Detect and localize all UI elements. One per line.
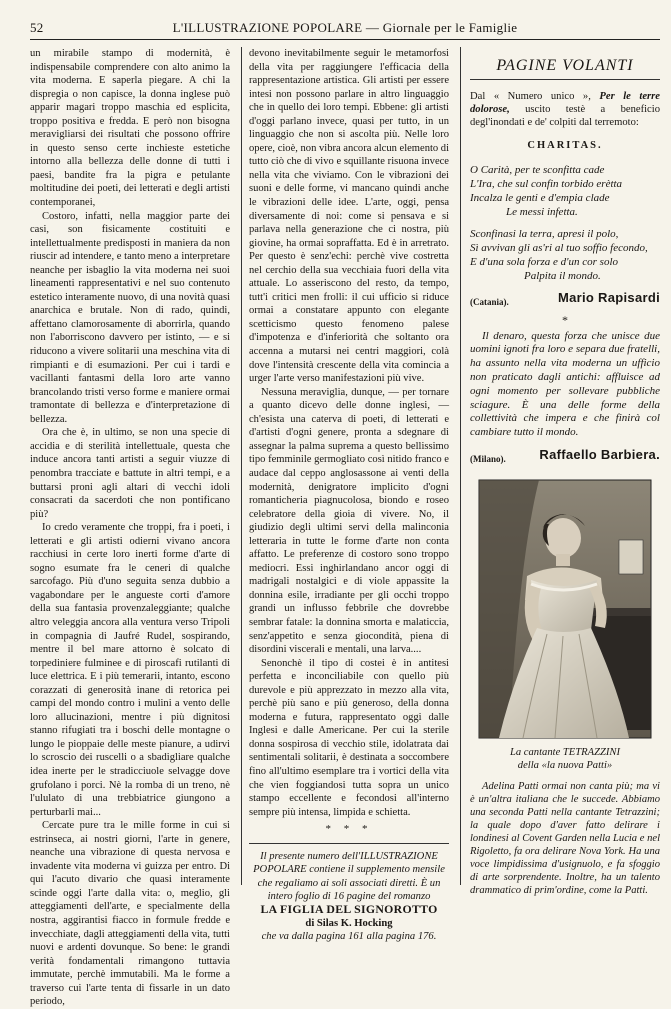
prose-block	[470, 330, 660, 440]
singer-portrait	[479, 480, 651, 738]
intro-rest: uscito testè a beneficio degl'inondati e de' colpiti dal terremoto:	[470, 103, 660, 129]
caption-line: La cantante TETRAZZINI	[509, 746, 621, 758]
signature-name: Mario Rapisardi	[557, 289, 660, 305]
page-number: 52	[30, 20, 44, 35]
header-rule	[30, 39, 660, 40]
poem-line: Sconfinasi la terra, apresi il polo,	[470, 227, 619, 240]
poem-line: L'Ira, che sul confin torbido erètta	[470, 177, 623, 190]
notice-text: Il presente numero dell'ILLUSTRAZIONE POPOLARE contiene il supplemento mensile che regaliamo ai soli associati diretti. È un intero foglio di 16 pagine del romanzo	[253, 850, 445, 902]
col1-paragraph: Ora che è, in ultimo, se non una specie di accidia e di sterilità intellettuale, questa che induce ancora tanti artisti a seguir viuzze di penombra tracciate e battute in altri tempi, e a buttarsi proni agli altari di vecchi idoli consacrati da sacerdoti che non pontificano più?	[30, 427, 230, 520]
prose-text: Il denaro, questa forza che unisce due uomini ignoti fra loro e separa due fratelli, ha assunto nella vita moderna un ufficio non praticato dagli antichi: affluisce ad ogni momento per sollevare pubbliche sciagure. È una delle forme della collettività che impera e che finirà col cambiare tutto il mondo.	[470, 329, 660, 439]
poem-line: Sì avvivan gli as'ri al tuo soffio fecondo,	[470, 241, 648, 254]
col1-paragraph: un mirabile stampo di modernità, è indispensabile comprendere con alto animo la vita moderna. E saperla piegare. A chi la dispregia o non capisce, la donna inglese può apparir magari troppo maschia ed esplicita, troppo positiva e fredda. E però non bisogna meravigliarsi dei risultati che possono offrire in questo senso certe inchieste estetiche intorno alla bellezza delle donne di tutti i paesi, bandite fra la pigra e petulante moltitudine dei poeti, dei letterati e degli artisti contemporanei,	[30, 48, 230, 209]
column-2	[249, 47, 450, 943]
portrait-caption	[470, 746, 660, 772]
novel-title: LA FIGLIA DEL SIGNOROTTO	[260, 902, 438, 917]
intro-italic: Per le terre dolorose,	[470, 90, 660, 115]
signature-city: (Catania).	[470, 296, 509, 307]
novel-author: di Silas K. Hocking	[305, 917, 393, 929]
signature-name: Raffaello Barbiera.	[539, 446, 660, 462]
signature-block	[470, 291, 660, 311]
poem-line: Palpita il mondo.	[524, 269, 601, 282]
section-title: PAGINE VOLANTI	[470, 59, 660, 80]
poem-line: Incalza le genti e d'empia clade	[470, 191, 610, 204]
separator-star: *	[562, 312, 568, 327]
final-paragraph	[470, 780, 660, 897]
page-header	[30, 14, 660, 40]
poem-title: CHARITAS.	[527, 140, 603, 152]
col2-paragraph: Senonchè il tipo di costei è in antitesi perfetta e inconciliabile con quello più durevole e più apprezzato in mezzo alla vita, perchè più sano e più generoso, della donna moderna e futura, rappresentato oggi dalle Inglesi e dalle Americane. Per cui la sterile donna sospirosa di vecchio stile, idolatrata dai sentimentali solitarii, è destinata a soccombere fino all'ultimo esemplare tra i vortici della vita che vien foggiandosi tutta sopra un unico stampo eccellente e fecondosi all'interno sempre più intensa, limpida e schietta.	[249, 657, 449, 818]
section-stars: * * *	[325, 823, 373, 836]
portrait-engraving	[479, 480, 651, 738]
col2-paragraph: devono inevitabilmente seguir le metamorfosi della vita per raggiungere l'efficacia della rappresentazione artistica. Gli artisti per essere intesi non possono parlare in altro linguaggio che in quello dei loro tempi. Ebbene: gli artisti d'oggi parlano invece, quasi per tutto, in un linguaggio che non si ascolta più. Nelle loro opere, cioè, non vibra ancora alcun elemento di tutto ciò che di vivo e squillante risuona invece nella vita che viviamo. Con le vibrazioni dei suoni e delle forme, vi mancano quindi anche le vibrazioni delle idee. L'arte, oggi, pensa diversamente di noi: come si pensava e si parlava nella generazione che ci nostra, più giovine, ha ormai sopraffatta. Ed è in arretrato. Per questo è senz'echi: perchè vive costretta nel cerchio della sua vecchiaia fuori della vita attuale. Lo asseriscono del resto, da tempo, tutt'i critici men frolli: il cui ufficio si riduce ormai a constatare appunto con elegante scetticismo questo fenomeno palese d'impotenza e d'inferiorità che soltanto ora accenna a mutarsi nei centri maggiori, colà dove l'intensità crescente della vita comincia a urger l'arte verso manifestazioni più vive.	[249, 48, 450, 385]
poem-line: Le messi infetta.	[506, 205, 578, 218]
poem-line: O Carità, per te sconfitta cade	[470, 163, 605, 176]
supplement-notice	[249, 843, 449, 944]
column-1	[30, 47, 230, 1008]
col2-paragraph: Nessuna meraviglia, dunque, — per tornare a quanto dicevo delle donne inglesi, — ch'esista una caterva di poeti, di letterati e d'artisti d'ogni genere, pronta a sdegnare di assegnar la palma suprema a questo bellissimo tipo femminile germogliato così nitido franco e audace dal ceppo anglosassone ai venti della modernità, denigratore implicito d'ogni romanticheria piagnucolosa, biondo e roseo celebratore della gioia di vivere. No, il giudizio degli ultimi servi della malinconia letteraria in tutte le forme d'arte non conta affatto. Le preferenze di costoro sono troppo mediocri. Essi inghirlandano ancor oggi di madrigali nostalgici e di viole appassite la donnina esile, irradiante per gli occhi troppo grandi un influsso febbrile che dovrebbe sembrar fatale: la donnina smorta e malaticcia, senz'appetito e senza giocondità, piena di disordini viscerali e mentali, una larva....	[249, 386, 449, 656]
col1-paragraph: Cercate pure tra le mille forme in cui si estrinseca, ai nostri giorni, l'arte in genere, neanche una vibrazione di questa nervosa e invadente vita moderna vi guizza per entro. Di qui l'acuto divario che quasi interamente scinde oggi l'arte dalla vita: o, meglio, gli atteggiamenti dell'arte, e specialmente della nostra, aggirantisi fiacco in formule fredde e invecchiate, dagli atteggiamenti della vita, tutti nuovi e ardenti dovunque. So bene: le grandi verità fondamentali rimangono tuttavia immutate, perchè immutabili. Ma le forme a traverso cui l'arte tenta di fissarle in un dato periodo,	[30, 820, 230, 1008]
caption-line: della «la nuova Patti»	[517, 759, 613, 771]
journal-title: L'ILLUSTRAZIONE POPOLARE — Giornale per le Famiglie	[172, 20, 518, 35]
col1-paragraph: Io credo veramente che troppi, fra i poeti, i letterati e gli artisti odierni vivano ancora racchiusi in certe loro inerti forme d'arte di sogno esumate fra le ceneri di qualche sarcofago. Più d'uno seguita senza dubbio a vagabondare per le angueste corti d'amore della sua fantasia provenzaleggiante; qualche altro veleggia ancora alla ventura verso Tripoli in compagnia di Jaufré Rudel, sospirando, mentre il bel mare attorno è solcato di torpediniere fulminee e di piroscafi rutilanti di luce elettrica. E i più temerarii, intanto, escono corazzati di generosità inane di retorica pei campi del mondo contro i mulini a vento delle loro allucinazioni, mentre i più dignitosi stanno rifugiati tra i boschi delle montagne o lungo le pioppaie delle meste pianure, a udirvi lo scroscio dei ruscelli o a sbadigliare qualche idea inerte per le stradicciuole selvagge dove grufolano i porci. Nè la romba di un treno, nè l'ululato di una trebbiatrice giungono a perturbarli mai...	[30, 522, 230, 818]
column-divider	[460, 47, 461, 885]
intro-text: Dal « Numero unico », Per le terre dolorose, uscito testè a beneficio degl'inondati e de' colpiti dal terremoto:	[470, 90, 660, 129]
column-divider	[241, 47, 242, 885]
signature-block	[470, 448, 660, 468]
intro-prefix: Dal « Numero unico »	[470, 90, 589, 102]
signature-city: (Milano).	[470, 453, 506, 464]
poem-line: E d'una sola forza e d'un cor solo	[470, 255, 619, 268]
final-text: Adelina Patti ormai non canta più; ma vi è un'altra italiana che le succede. Abbiamo una seconda Patti nella cantante Tetrazzini; la quale dopo d'aver fatto delirare i londinesi al Covent Garden nella Lucia e nel Rigoletto, fa ora delirare Nova York. Ha una voce limpidissima d'usignuolo, e fa sfoggio di arte sorprendente. Inoltre, ha un talento drammatico di prim'ordine, come la Patti.	[470, 780, 660, 896]
col1-paragraph: Costoro, infatti, nella maggior parte dei casi, son fisicamente costituiti e intellettualmente predisposti in maniera da non riuscir ad intendere, e tanto meno a interpretare neanche per isbaglio la vita moderna nei suoi lineamenti rappresentativi e nel suo contenuto estetico interamente nuovo, di una novità quasi anarchica e brutale. Non di rado, quindi, affettano clamorosamente di aborrirla, quando non l'aborriscono davvero per istinto, — e si riducono a vivere solitarii una meschina vita di rimpianti e di esumazioni. Per cui i tardi e vacillanti fantasmi della loro arte vanno brancolando tristi verso forme e maniere ormai tramontate di bellezza e d'interpretazione di bellezza.	[30, 210, 230, 425]
column-3	[470, 47, 660, 896]
poem	[470, 163, 660, 283]
notice-pages: che va dalla pagina 161 alla pagina 176.	[261, 931, 437, 943]
